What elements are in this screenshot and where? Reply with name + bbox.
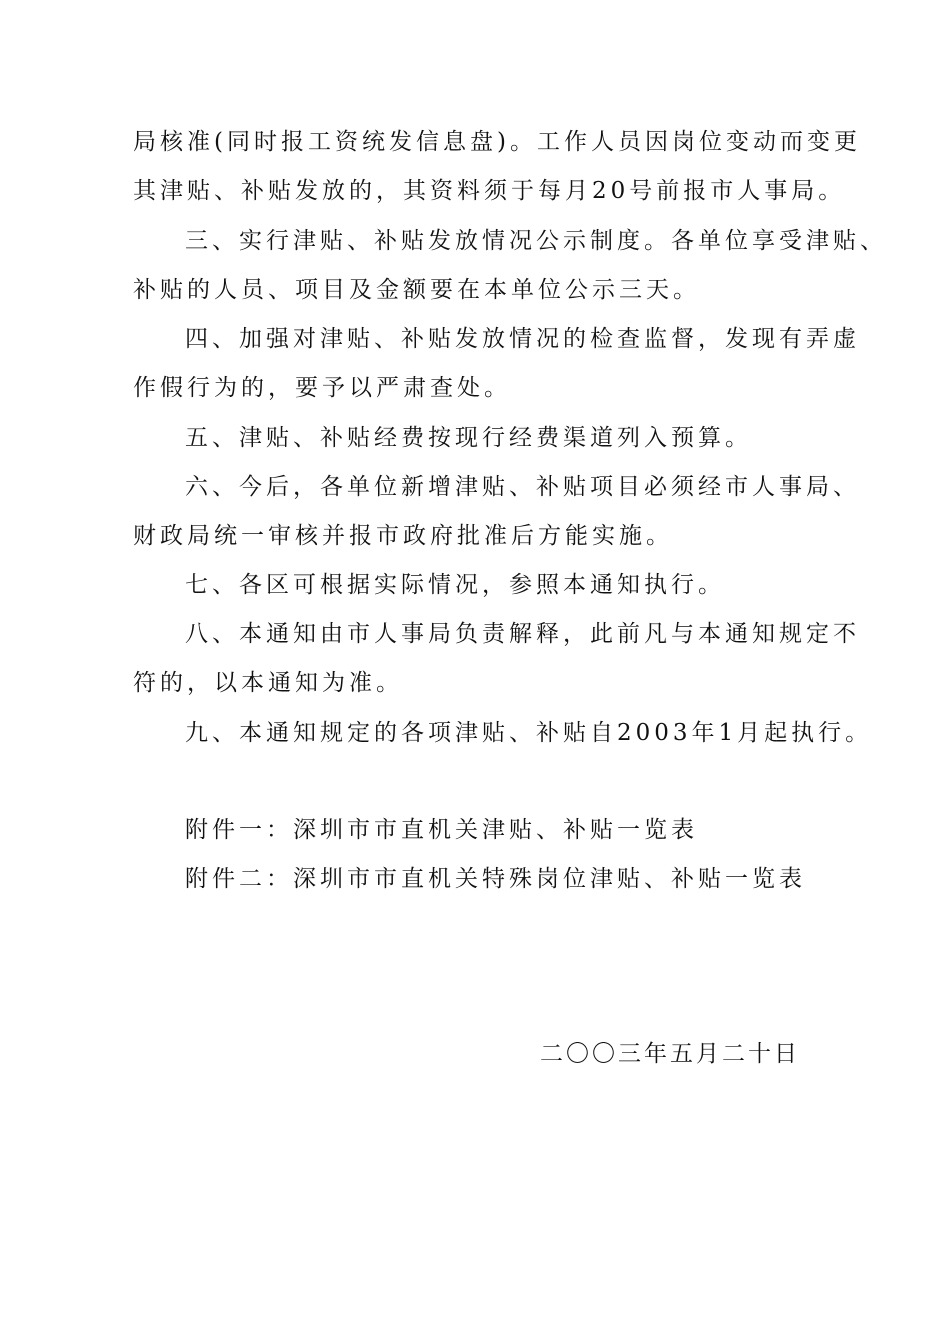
body-line: 其津贴、补贴发放的，其资料须于每月20号前报市人事局。 [133, 178, 846, 204]
clause-five: 五、津贴、补贴经费按现行经费渠道列入预算。 [185, 425, 752, 451]
body-line: 补贴的人员、项目及金额要在本单位公示三天。 [133, 277, 700, 303]
clause-eight: 八、本通知由市人事局负责解释，此前凡与本通知规定不 [185, 621, 860, 647]
body-line: 财政局统一审核并报市政府批准后方能实施。 [133, 523, 673, 549]
attachment-one: 附件一：深圳市市直机关津贴、补贴一览表 [185, 817, 698, 843]
clause-six: 六、今后，各单位新增津贴、补贴项目必须经市人事局、 [185, 474, 860, 500]
clause-four: 四、加强对津贴、补贴发放情况的检查监督，发现有弄虚 [185, 326, 860, 352]
body-line: 符的，以本通知为准。 [133, 670, 403, 696]
clause-nine: 九、本通知规定的各项津贴、补贴自2003年1月起执行。 [185, 720, 873, 746]
clause-seven: 七、各区可根据实际情况，参照本通知执行。 [185, 572, 725, 598]
clause-three: 三、实行津贴、补贴发放情况公示制度。各单位享受津贴、 [185, 228, 887, 254]
body-line: 作假行为的，要予以严肃查处。 [133, 375, 511, 401]
document-date: 二〇〇三年五月二十日 [540, 1041, 800, 1067]
attachment-two: 附件二：深圳市市直机关特殊岗位津贴、补贴一览表 [185, 866, 806, 892]
body-line: 局核准(同时报工资统发信息盘)。工作人员因岗位变动而变更 [133, 129, 861, 155]
